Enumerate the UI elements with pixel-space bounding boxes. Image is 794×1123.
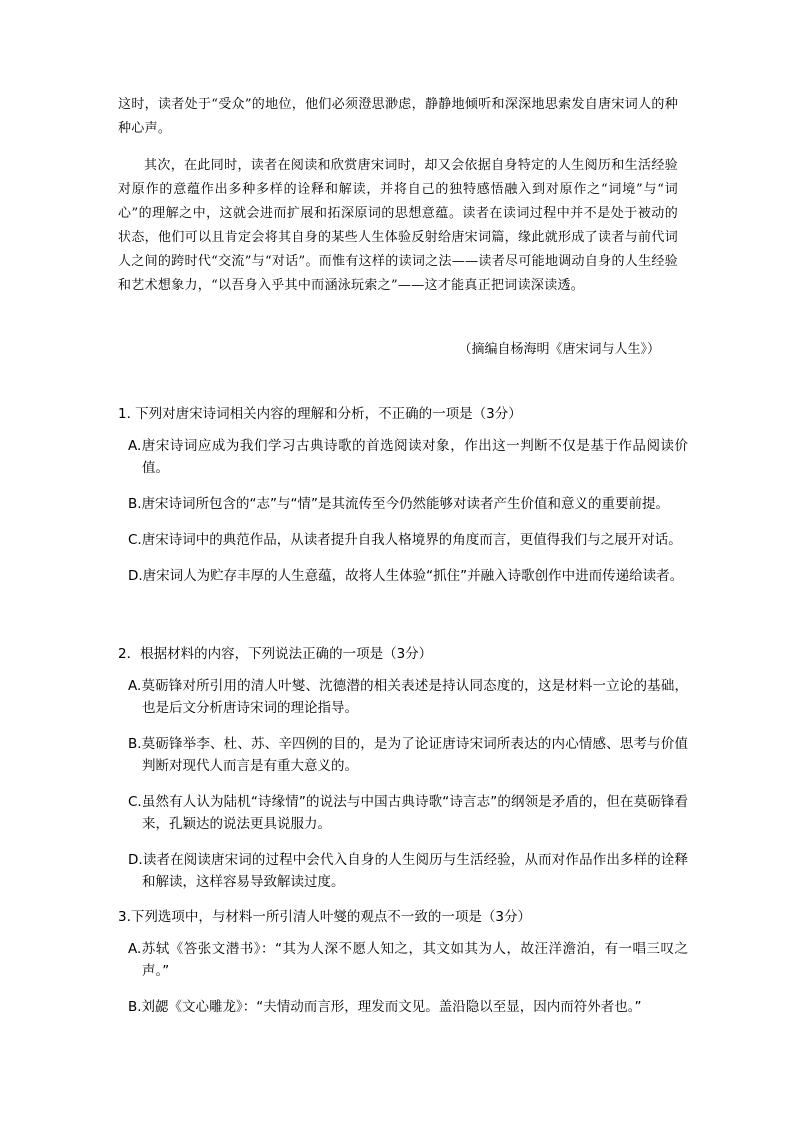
option-a: A.苏轼《答张文潜书》：“其为人深不愿人知之，其文如其为人，故汪洋澹泊，有一唱三叹之声。” [128,941,688,979]
question-3 [118,906,688,1018]
question-stem: 2．根据材料的内容，下列说法正确的一项是（3分） [118,646,433,662]
passage-paragraph-1 [118,93,678,141]
option-c: C.唐宋诗词中的典范作品，从读者提升自我人格境界的角度而言，更值得我们与之展开对话。 [128,532,682,548]
passage-paragraph-2 [118,154,678,298]
option-a: A.莫砺锋对所引用的清人叶燮、沈德潜的相关表述是持认同态度的，这是材料一立论的基础，也是后文分析唐诗宋词的理论指导。 [128,678,688,716]
question-1 [118,403,688,587]
passage-source: （摘编自杨海明《唐宋词与人生》） [458,342,660,357]
option-c: C.虽然有人认为陆机“诗缘情”的说法与中国古典诗歌“诗言志”的纲领是矛盾的，但在莫砺锋看来，孔颖达的说法更具说服力。 [128,794,688,832]
option-b: B.莫砺锋举李、杜、苏、辛四例的目的，是为了论证唐诗宋词所表达的内心情感、思考与价值判断对现代人而言是有重大意义的。 [128,736,688,774]
option-d: D.唐宋词人为贮存丰厚的人生意蕴，故将人生体验“抓住”并融入诗歌创作中进而传递给读者。 [128,568,684,584]
question-2 [118,643,688,893]
option-a: A.唐宋诗词应成为我们学习古典诗歌的首选阅读对象，作出这一判断不仅是基于作品阅读价值。 [128,438,688,476]
question-stem: 1. 下列对唐宋诗词相关内容的理解和分析，不正确的一项是（3分） [118,406,522,422]
question-stem: 3.下列选项中，与材料一所引清人叶燮的观点不一致的一项是（3分） [118,909,531,925]
passage-text: 这时，读者处于“受众”的地位，他们必须澄思渺虑，静静地倾听和深深地思索发自唐宋词人的种种心声。 [118,97,678,136]
option-d: D.读者在阅读唐宋词的过程中会代入自身的人生阅历与生活经验，从而对作品作出多样的诠释和解读，这样容易导致解读过度。 [128,852,688,890]
option-b: B.唐宋诗词所包含的“志”与“情”是其流传至今仍然能够对读者产生价值和意义的重要前提。 [128,496,670,512]
option-b: B.刘勰《文心雕龙》：“夫情动而言形，理发而文见。盖沿隐以至显，因内而符外者也。” [128,999,642,1015]
passage-text: 其次，在此同时，读者在阅读和欣赏唐宋词时，却又会依据自身特定的人生阅历和生活经验对原作的意蕴作出多种多样的诠释和解读，并将自己的独特感悟融入到对原作之“词境”与“词心”的理解之中，这就会进而扩展和拓深原词的思想意蕴。读者在读词过程中并不是处于被动的状态，他们可以且肯定会将其自身的某些人生体验反射给唐宋词篇，缘此就形成了读者与前代词人之间的跨时代“交流”与“对话”。而惟有这样的读词之法——读者尽可能地调动自身的人生经验和艺术想象力，“以吾身入乎其中而涵泳玩索之”——这才能真正把词读深读透。 [118,158,678,293]
